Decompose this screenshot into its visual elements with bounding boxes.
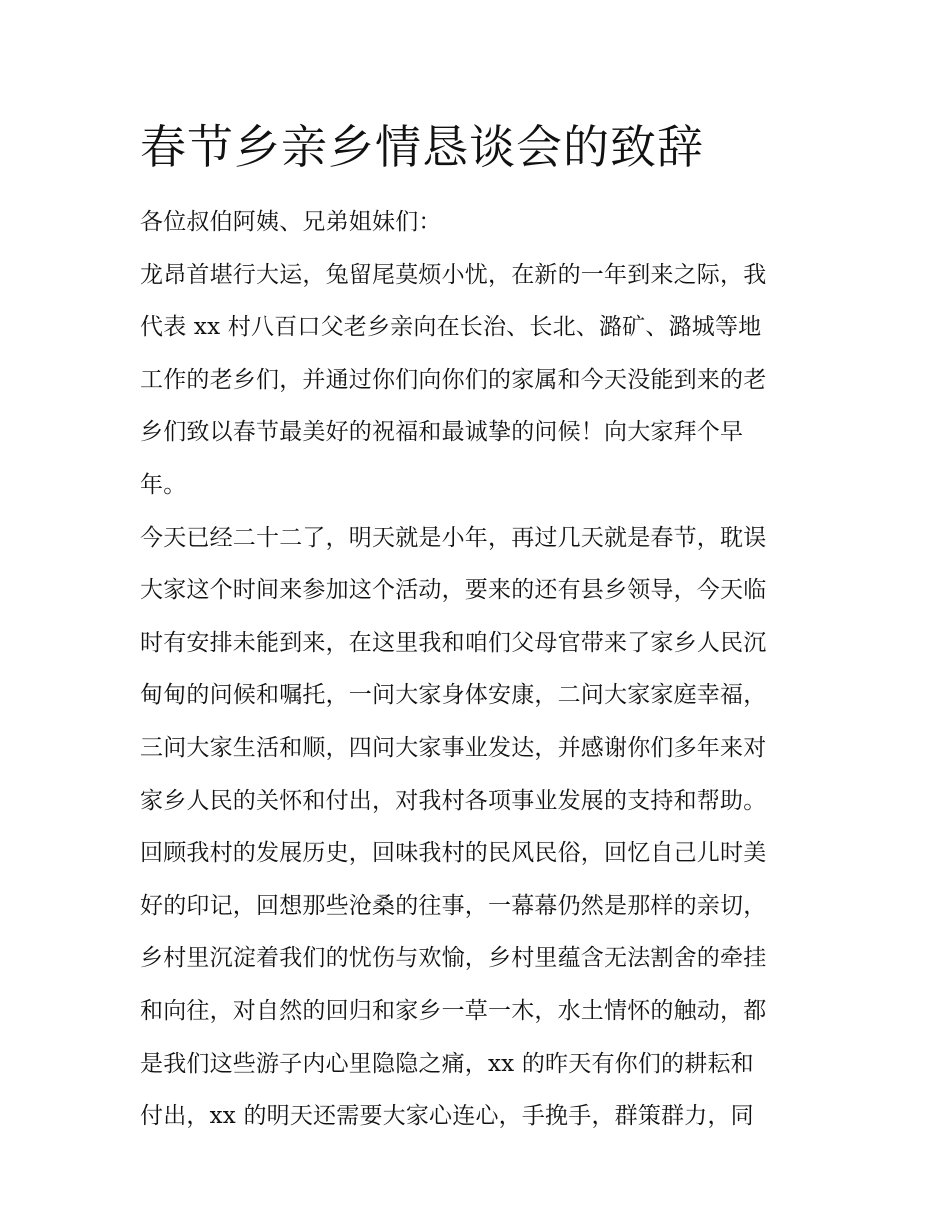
body-line: 三问大家生活和顺，四问大家事业发达，并感谢你们多年来对 [140, 734, 767, 761]
body-line: 今天已经二十二了，明天就是小年，再过几天就是春节，耽误 [140, 524, 767, 551]
body-line: 各位叔伯阿姨、兄弟姐妹们： [140, 209, 442, 235]
body-line: 乡们致以春节最美好的祝福和最诚挚的问候！向大家拜个早 [140, 419, 744, 446]
body-line: 是我们这些游子内心里隐隐之痛，xx 的昨天有你们的耕耘和 [140, 1050, 754, 1077]
body-line: 大家这个时间来参加这个活动，要来的还有县乡领导，今天临 [140, 577, 767, 604]
body-line: 乡村里沉淀着我们的忧伤与欢愉，乡村里蕴含无法割舍的牵挂 [140, 945, 767, 972]
document-title: 春节乡亲乡情恳谈会的致辞 [140, 120, 704, 174]
body-line: 工作的老乡们，并通过你们向你们的家属和今天没能到来的老 [140, 366, 767, 393]
document-body [140, 196, 820, 1143]
body-line: 付出，xx 的明天还需要大家心连心，手挽手，群策群力，同 [140, 1103, 754, 1130]
body-line: 家乡人民的关怀和付出，对我村各项事业发展的支持和帮助。 [140, 787, 767, 814]
body-line: 时有安排未能到来，在这里我和咱们父母官带来了家乡人民沉 [140, 629, 767, 656]
body-line: 甸甸的问候和嘱托，一问大家身体安康，二问大家家庭幸福， [140, 682, 767, 709]
body-line: 回顾我村的发展历史，回味我村的民风民俗，回忆自己儿时美 [140, 840, 767, 867]
body-line: 和向往，对自然的回归和家乡一草一木，水土情怀的触动，都 [140, 997, 767, 1024]
body-line: 好的印记，回想那些沧桑的往事，一幕幕仍然是那样的亲切， [140, 892, 767, 919]
body-line: 龙昂首堪行大运，兔留尾莫烦小忧，在新的一年到来之际，我 [140, 261, 767, 288]
body-line: 代表 xx 村八百口父老乡亲向在长治、长北、潞矿、潞城等地 [140, 314, 762, 341]
body-line: 年。 [140, 471, 187, 498]
